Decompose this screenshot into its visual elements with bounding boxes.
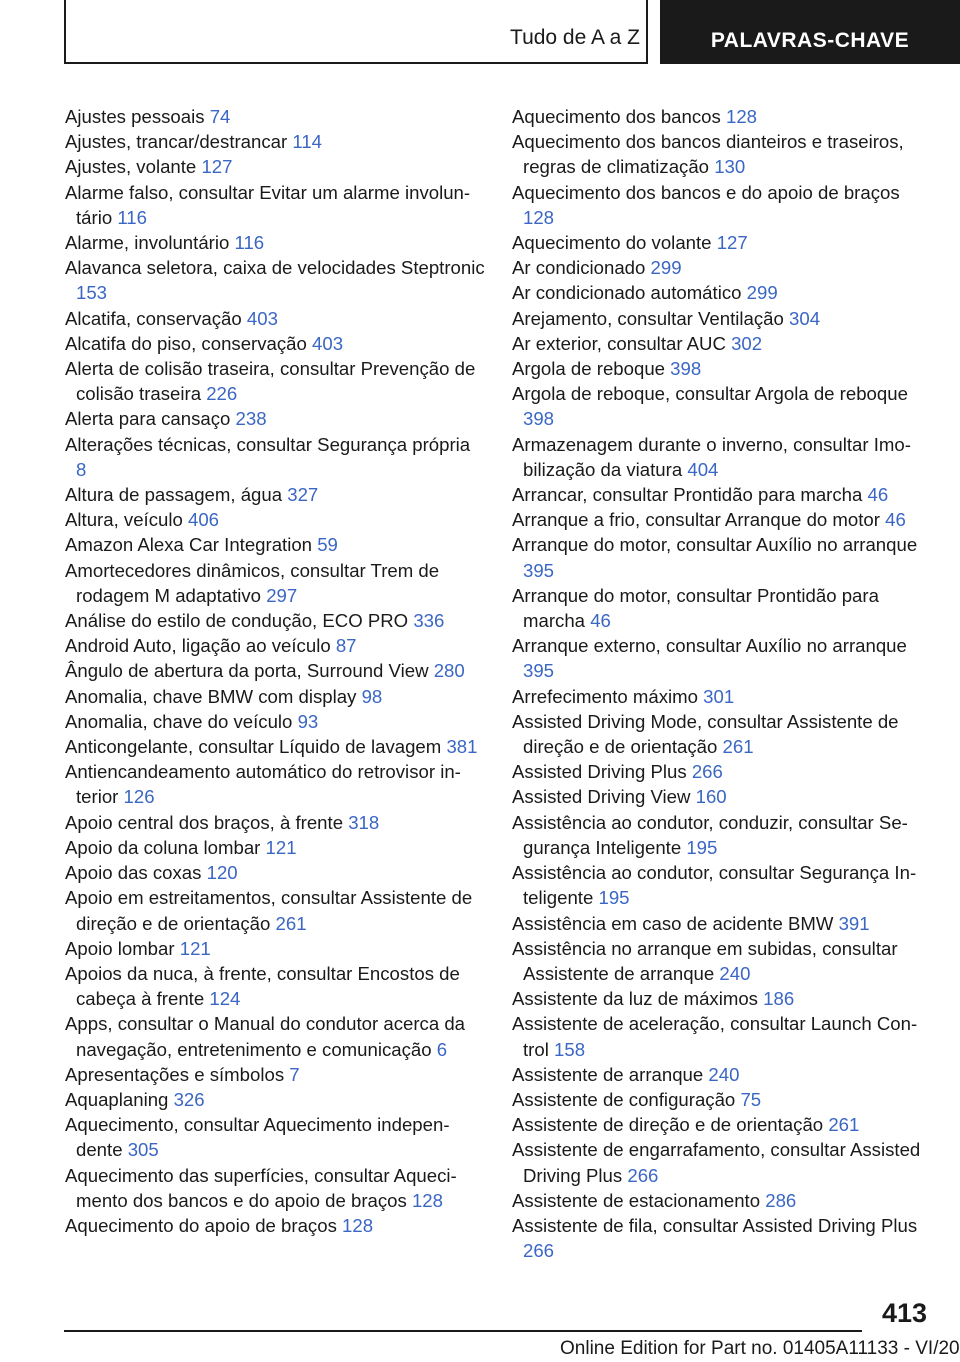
index-term: Alerta para cansaço: [65, 408, 231, 430]
index-entry: [512, 356, 932, 381]
page-reference-link[interactable]: 240: [719, 962, 751, 984]
header-rule-divider: [646, 0, 648, 64]
page-reference-link[interactable]: 46: [867, 484, 889, 506]
page-reference-link[interactable]: 261: [828, 1114, 860, 1136]
page-reference-link[interactable]: 160: [695, 786, 727, 808]
index-entry: [65, 885, 485, 935]
index-entry: [65, 154, 485, 179]
index-term: Anticongelante, consultar Líquido de lavagem: [65, 736, 442, 758]
index-term: Anomalia, chave BMW com display: [65, 685, 357, 707]
page-reference-link[interactable]: 7: [289, 1063, 300, 1085]
page-reference-link[interactable]: 6: [436, 1038, 448, 1060]
page-reference-link[interactable]: 121: [265, 836, 297, 858]
page-reference-link[interactable]: 266: [523, 1240, 555, 1262]
index-term: Apoio da coluna lombar: [65, 836, 261, 858]
page-reference-link[interactable]: 240: [708, 1063, 740, 1085]
index-entry: [65, 734, 485, 759]
index-entry: [65, 1112, 485, 1162]
index-term: Antiencandeamento automático do retrovisor interior: [65, 761, 461, 808]
index-entry: [512, 180, 932, 230]
index-term: Alerta de colisão traseira, consultar Prevenção de colisão traseira: [65, 358, 476, 405]
index-term: Ar exterior, consultar AUC: [512, 332, 726, 354]
page-reference-link[interactable]: 403: [246, 307, 278, 329]
page-reference-link[interactable]: 74: [209, 106, 231, 127]
index-entry: [65, 356, 485, 406]
page-reference-link[interactable]: 297: [266, 584, 298, 606]
page-reference-link[interactable]: 261: [722, 736, 754, 758]
index-term: Apoio lombar: [65, 937, 175, 959]
index-term: Alcatifa do piso, conservação: [65, 332, 307, 354]
index-term: Arrancar, consultar Prontidão para marcha: [512, 484, 863, 506]
index-term: Assistente de direção e de orientação: [512, 1114, 824, 1136]
index-term: Arranque do motor, consultar Prontidão para marcha: [512, 584, 879, 632]
index-entry: [512, 432, 932, 482]
page-reference-link[interactable]: 398: [670, 358, 702, 380]
index-entry: [65, 608, 485, 633]
index-term: Arranque do motor, consultar Auxílio no arranque: [512, 534, 918, 556]
index-term: Assisted Driving Plus: [512, 761, 687, 783]
page-reference-link[interactable]: 158: [554, 1038, 586, 1060]
index-entry: [65, 104, 485, 129]
index-entry: [65, 532, 485, 557]
index-term: Altura de passagem, água: [65, 484, 283, 506]
page-reference-link[interactable]: 403: [312, 332, 344, 354]
page-reference-link[interactable]: 261: [275, 912, 307, 934]
index-entry: [65, 860, 485, 885]
page-reference-link[interactable]: 318: [348, 811, 380, 833]
page-reference-link[interactable]: 238: [235, 408, 267, 430]
index-entry: [65, 658, 485, 683]
index-entry: [512, 810, 932, 860]
index-entry: [512, 230, 932, 255]
index-term: Ajustes, volante: [65, 156, 197, 178]
index-entry: [65, 1062, 485, 1087]
index-term: Assistência ao condutor, consultar Segurança Inteligente: [512, 862, 917, 909]
chapter-tab: [660, 0, 960, 64]
index-term: Ar condicionado automático: [512, 282, 742, 304]
index-term: Ajustes pessoais: [65, 106, 205, 127]
page-reference-link[interactable]: 395: [523, 559, 555, 581]
index-term: Ajustes, trancar/destrancar: [65, 131, 288, 153]
index-entry: [512, 784, 932, 809]
index-term: Arejamento, consultar Ventilação: [512, 307, 784, 329]
index-entry: [65, 331, 485, 356]
index-term: Assistente de arranque: [512, 1063, 704, 1085]
index-entry: [65, 709, 485, 734]
index-term: Ar condicionado: [512, 257, 646, 279]
index-entry: [65, 255, 485, 305]
index-entry: [512, 759, 932, 784]
index-term: Anomalia, chave do veículo: [65, 710, 293, 732]
index-term: Assistente de aceleração, consultar Launch Control: [512, 1013, 918, 1060]
index-entry: [512, 684, 932, 709]
index-term: Amazon Alexa Car Integration: [65, 534, 313, 556]
page-reference-link[interactable]: 127: [716, 232, 748, 254]
page-reference-link[interactable]: 124: [209, 988, 241, 1010]
index-entry: [512, 1087, 932, 1112]
index-entry: [512, 986, 932, 1011]
page-reference-link[interactable]: 326: [173, 1088, 205, 1110]
index-term: Assistente de fila, consultar Assisted Driving Plus: [512, 1214, 918, 1236]
index-entry: [512, 280, 932, 305]
page-reference-link[interactable]: 98: [361, 685, 383, 707]
index-entry: [65, 1087, 485, 1112]
index-entry: [512, 129, 932, 179]
index-term: Apps, consultar o Manual do condutor acerca da navegação, entretenimento e comunicação: [65, 1013, 466, 1060]
footer-edition: Online Edition for Part no. 01405A11133 - VI/20: [560, 1338, 960, 1359]
index-term: Aquecimento, consultar Aquecimento independente: [65, 1114, 450, 1161]
index-entry: [65, 1011, 485, 1061]
page-reference-link[interactable]: 266: [691, 761, 723, 783]
index-term: Alterações técnicas, consultar Segurança própria: [65, 433, 471, 455]
index-term: Arranque externo, consultar Auxílio no arranque: [512, 635, 907, 657]
index-entry: [65, 432, 485, 482]
index-term: Apoio das coxas: [65, 862, 202, 884]
index-entry: [512, 860, 932, 910]
page-reference-link[interactable]: 128: [523, 206, 555, 228]
page-reference-link[interactable]: 87: [335, 635, 357, 657]
index-term: Arranque a frio, consultar Arranque do motor: [512, 509, 880, 531]
index-entry: [512, 936, 932, 986]
index-entry: [65, 482, 485, 507]
index-column-right: [512, 104, 932, 1263]
page-reference-link[interactable]: 120: [206, 862, 238, 884]
header-rule-left: [64, 0, 66, 64]
index-entry: [512, 482, 932, 507]
page-reference-link[interactable]: 302: [731, 332, 763, 354]
index-entry: [65, 1163, 485, 1213]
index-term: Apresentações e símbolos: [65, 1063, 285, 1085]
index-entry: [512, 306, 932, 331]
index-term: Assisted Driving Mode, consultar Assistente de direção e de orientação: [512, 710, 899, 758]
index-term: Assistente de engarrafamento, consultar Assisted Driving Plus: [512, 1139, 921, 1186]
index-term: Aquecimento dos bancos dianteiros e traseiros, regras de climatização: [512, 131, 904, 178]
page-reference-link[interactable]: 286: [765, 1189, 797, 1211]
page-reference-link[interactable]: 8: [76, 458, 87, 480]
index-entry: [65, 230, 485, 255]
page-reference-link[interactable]: 226: [206, 383, 238, 405]
index-entry: [65, 759, 485, 809]
index-entry: [512, 633, 932, 683]
page-number: 413: [881, 1298, 927, 1328]
index-term: Apoio em estreitamentos, consultar Assistente de direção e de orientação: [65, 887, 473, 934]
index-entry: [65, 180, 485, 230]
index-entry: [65, 961, 485, 1011]
index-entry: [512, 1188, 932, 1213]
page-reference-link[interactable]: 114: [292, 131, 323, 153]
index-column-left: [65, 104, 485, 1238]
index-entry: [512, 507, 932, 532]
index-term: Altura, veículo: [65, 509, 183, 531]
page-reference-link[interactable]: 46: [885, 509, 906, 531]
index-entry: [512, 583, 932, 633]
page-reference-link[interactable]: 195: [598, 887, 630, 909]
index-term: Alcatifa, conservação: [65, 307, 242, 329]
index-entry: [65, 558, 485, 608]
page-reference-link[interactable]: 301: [703, 685, 735, 707]
index-entry: [512, 1062, 932, 1087]
page-reference-link[interactable]: 75: [740, 1088, 762, 1110]
index-entry: [512, 911, 932, 936]
page-reference-link[interactable]: 186: [763, 988, 795, 1010]
page-reference-link[interactable]: 391: [838, 912, 870, 934]
index-term: Aquaplaning: [65, 1088, 169, 1110]
index-entry: [512, 532, 932, 582]
page-reference-link[interactable]: 128: [411, 1189, 443, 1211]
page-reference-link[interactable]: 116: [234, 232, 265, 254]
index-entry: [65, 129, 485, 154]
page-reference-link[interactable]: 153: [76, 282, 108, 304]
index-entry: [512, 381, 932, 431]
section-title: Tudo de A a Z: [510, 26, 640, 49]
index-entry: [512, 1213, 932, 1263]
index-entry: [65, 684, 485, 709]
index-term: Arrefecimento máximo: [512, 685, 698, 707]
index-entry: [65, 810, 485, 835]
index-term: Alarme, involuntário: [65, 232, 230, 254]
page-reference-link[interactable]: 127: [201, 156, 233, 178]
page-reference-link[interactable]: 59: [317, 534, 338, 556]
index-term: Assistência no arranque em subidas, consultar Assistente de arranque: [512, 937, 898, 984]
index-term: Análise do estilo de condução, ECO PRO: [65, 610, 409, 632]
page-reference-link[interactable]: 336: [413, 610, 445, 632]
index-entry: [65, 306, 485, 331]
index-entry: [512, 1112, 932, 1137]
page-reference-link[interactable]: 299: [746, 282, 778, 304]
index-entry: [512, 1137, 932, 1187]
page-reference-link[interactable]: 130: [714, 156, 746, 178]
index-entry: [65, 633, 485, 658]
page-reference-link[interactable]: 195: [686, 836, 718, 858]
chapter-title: PALAVRAS-CHAVE: [710, 29, 910, 52]
index-term: Assistente da luz de máximos: [512, 988, 758, 1010]
index-term: Aquecimento do apoio de braços: [65, 1214, 337, 1236]
page-reference-link[interactable]: 304: [789, 307, 821, 329]
index-term: Apoios da nuca, à frente, consultar Encostos de cabeça à frente: [65, 962, 460, 1010]
page-reference-link[interactable]: 381: [446, 736, 478, 758]
index-term: Assistente de estacionamento: [512, 1189, 761, 1211]
index-term: Argola de reboque, consultar Argola de reboque: [512, 383, 908, 405]
page-reference-link[interactable]: 121: [179, 937, 211, 959]
page-reference-link[interactable]: 128: [342, 1214, 374, 1236]
index-entry: [65, 406, 485, 431]
index-term: Aquecimento dos bancos e do apoio de braços: [512, 181, 900, 203]
index-term: Ângulo de abertura da porta, Surround View: [65, 660, 429, 682]
index-entry: [512, 255, 932, 280]
page-reference-link[interactable]: 395: [523, 660, 555, 682]
index-entry: [65, 936, 485, 961]
header-rule-bottom: [64, 62, 648, 64]
index-term: Amortecedores dinâmicos, consultar Trem de rodagem M adaptativo: [65, 559, 440, 606]
index-term: Apoio central dos braços, à frente: [65, 811, 344, 833]
index-entry: [65, 1213, 485, 1238]
index-term: Assistência ao condutor, conduzir, consultar Segurança Inteligente: [512, 811, 908, 858]
page-reference-link[interactable]: 406: [188, 509, 220, 531]
page-reference-link[interactable]: 266: [627, 1164, 659, 1186]
page-reference-link[interactable]: 93: [297, 710, 319, 732]
page-reference-link[interactable]: 404: [687, 458, 719, 480]
index-term: Assistente de configuração: [512, 1088, 736, 1110]
index-term: Assistência em caso de acidente BMW: [512, 912, 834, 934]
page-reference-link[interactable]: 280: [433, 660, 465, 682]
page-reference-link[interactable]: 46: [590, 610, 611, 632]
index-term: Alavanca seletora, caixa de velocidades Steptronic: [65, 257, 485, 279]
footer-rule: [64, 1330, 862, 1332]
index-entry: [512, 331, 932, 356]
index-term: Armazenagem durante o inverno, consultar Imobilização da viatura: [512, 433, 911, 480]
index-term: Alarme falso, consultar Evitar um alarme involuntário: [65, 181, 471, 228]
index-entry: [512, 709, 932, 759]
index-entry: [512, 104, 932, 129]
page-reference-link[interactable]: 128: [725, 106, 758, 127]
page-reference-link[interactable]: 116: [117, 206, 147, 228]
index-term: Aquecimento das superfícies, consultar Aquecimento dos bancos e do apoio de braços: [65, 1164, 457, 1211]
index-term: Aquecimento do volante: [512, 232, 712, 254]
index-entry: [65, 835, 485, 860]
index-term: Argola de reboque: [512, 358, 665, 380]
index-term: Aquecimento dos bancos: [512, 106, 721, 127]
page-reference-link[interactable]: 327: [287, 484, 319, 506]
page-reference-link[interactable]: 398: [523, 408, 555, 430]
page-reference-link[interactable]: 126: [123, 786, 155, 808]
page-reference-link[interactable]: 299: [650, 257, 682, 279]
page-reference-link[interactable]: 305: [127, 1139, 159, 1161]
index-term: Assisted Driving View: [512, 786, 691, 808]
index-entry: [512, 1011, 932, 1061]
index-entry: [65, 507, 485, 532]
index-term: Android Auto, ligação ao veículo: [65, 635, 331, 657]
